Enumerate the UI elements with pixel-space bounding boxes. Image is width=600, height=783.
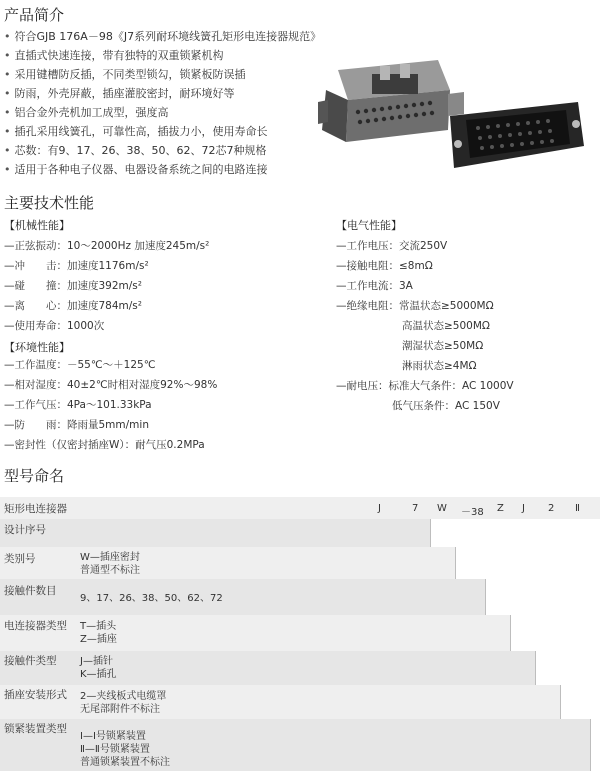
row-desc: Ⅰ—Ⅰ号锁紧装置 Ⅱ—Ⅱ号锁紧装置 普通锁紧装置不标注 xyxy=(80,731,170,768)
row-desc: 2—夹线板式电缆罩 无尾部附件不标注 xyxy=(80,691,167,715)
electrical-heading: 【电气性能】 xyxy=(336,219,402,232)
list-item: • 直插式快速连接，带有独特的双重锁紧机构 xyxy=(4,49,224,62)
row-label-mounting: 插座安装形式 xyxy=(4,689,67,701)
mechanical-heading: 【机械性能】 xyxy=(4,219,70,232)
list-item: • 铝合金外壳机加工成型，强度高 xyxy=(4,106,169,119)
electrical-row: —耐电压：标准大气条件：AC 1000V xyxy=(336,380,514,392)
receptacle-connector-image xyxy=(448,98,586,176)
product-name: 矩形电连接器 xyxy=(4,503,67,515)
code-mounting: 2 xyxy=(548,503,555,514)
mechanical-row: —冲 击：加速度1176m/s² xyxy=(4,260,149,272)
row-label-category: 类别号 xyxy=(4,553,36,565)
electrical-row: —工作电压：交流250V xyxy=(336,240,448,252)
list-item: • 适用于各种电子仪器、电器设备系统之间的电路连接 xyxy=(4,163,268,176)
environment-row: —密封性（仅密封插座W）：耐气压0.2MPa xyxy=(4,439,205,451)
row-label-contacts: 接触件数目 xyxy=(4,585,57,597)
mechanical-row: —使用寿命：1000次 xyxy=(4,320,105,332)
list-item: • 采用键槽防反插，不同类型锁勾，锁紧板防误插 xyxy=(4,68,246,81)
mechanical-row: —离 心：加速度784m/s² xyxy=(4,300,142,312)
environment-heading: 【环境性能】 xyxy=(4,341,70,354)
row-label-lock: 锁紧装置类型 xyxy=(4,723,67,735)
row-label-contact-type: 接触件类型 xyxy=(4,655,57,667)
code-lock: Ⅱ xyxy=(575,503,580,514)
mechanical-row: —碰 撞：加速度392m/s² xyxy=(4,280,142,292)
code-series: J xyxy=(378,503,381,514)
environment-row: —相对湿度：40±2℃时相对湿度92%～98% xyxy=(4,379,218,391)
code-connector-type: Z xyxy=(497,503,504,514)
electrical-row: 潮湿状态≥50MΩ xyxy=(402,340,484,352)
electrical-row: 高温状态≥500MΩ xyxy=(402,320,490,332)
environment-row: —防 雨：降雨量5mm/min xyxy=(4,419,149,431)
row-label-design: 设计序号 xyxy=(4,524,46,536)
electrical-row: —工作电流：3A xyxy=(336,280,413,292)
naming-title: 型号命名 xyxy=(4,467,65,485)
list-item: • 芯数：有9、17、26、38、50、62、72芯7种规格 xyxy=(4,144,267,157)
tech-title: 主要技术性能 xyxy=(4,194,95,212)
list-item: • 插孔采用线簧孔，可靠性高，插拔力小，使用寿命长 xyxy=(4,125,268,138)
row-label-connector-type: 电连接器类型 xyxy=(4,620,67,632)
code-design: 7 xyxy=(412,503,419,514)
row-desc: 9、17、26、38、50、62、72 xyxy=(80,593,223,604)
intro-title: 产品简介 xyxy=(4,6,65,24)
mechanical-row: —正弦振动：10～2000Hz 加速度245m/s² xyxy=(4,240,210,252)
row-desc: T—插头 Z—插座 xyxy=(80,621,117,645)
code-contact-type: J xyxy=(522,503,525,514)
code-category: W xyxy=(437,503,447,514)
row-desc: J—插针 K—插孔 xyxy=(80,656,117,680)
row-desc: W—插座密封 普通型不标注 xyxy=(80,552,140,576)
list-item: • 符合GJB 176A－98《J7系列耐环境线簧孔矩形电连接器规范》 xyxy=(4,30,322,43)
electrical-row: —绝缘电阻：常温状态≥5000MΩ xyxy=(336,300,494,312)
code-contacts: －38 xyxy=(461,507,484,518)
electrical-row: 淋雨状态≥4MΩ xyxy=(402,360,477,372)
electrical-row: 低气压条件：AC 150V xyxy=(392,400,500,412)
plug-connector-image xyxy=(318,60,464,150)
environment-row: —工作气压：4Pa～101.33kPa xyxy=(4,399,152,411)
electrical-row: —接触电阻：≤8mΩ xyxy=(336,260,433,272)
list-item: • 防雨，外壳屏蔽，插座灌胶密封，耐环境好等 xyxy=(4,87,235,100)
environment-row: —工作温度：－55℃～＋125℃ xyxy=(4,359,156,371)
